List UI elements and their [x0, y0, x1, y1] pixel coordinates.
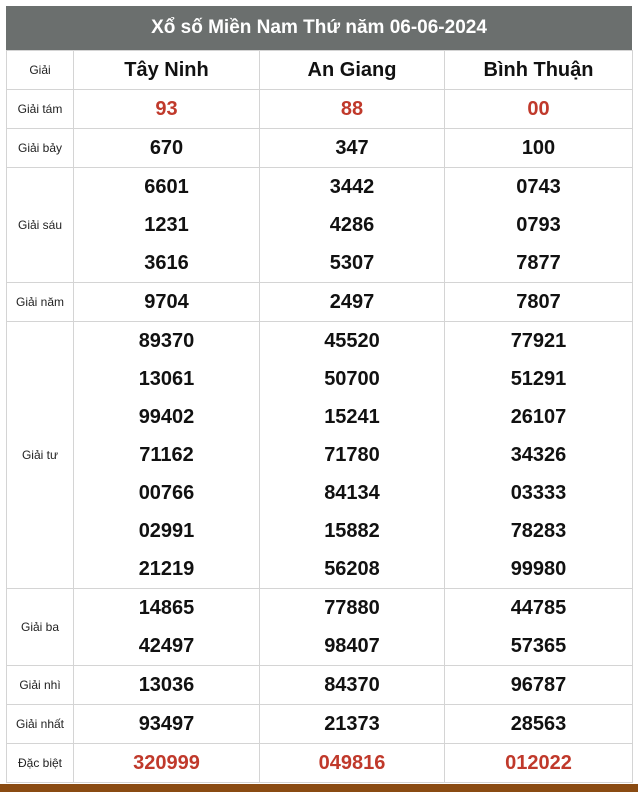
winning-number: 7807 [516, 291, 561, 313]
prize-row [7, 705, 633, 744]
prize-cell [445, 322, 633, 589]
prize-cell [74, 90, 260, 129]
winning-number: 347 [335, 137, 369, 159]
winning-number: 9704 [144, 291, 189, 313]
prize-label: Giải sáu [7, 168, 74, 283]
winning-number: 670 [149, 137, 184, 159]
prize-cell [260, 744, 445, 783]
winning-number: 77921 [510, 330, 567, 352]
prize-cell [74, 283, 260, 322]
prize-cell [74, 589, 260, 666]
winning-number: 34326 [510, 444, 567, 466]
winning-number: 14865 [138, 597, 195, 619]
winning-number: 99402 [138, 406, 195, 428]
prize-cell [445, 705, 633, 744]
winning-number: 26107 [510, 406, 567, 428]
winning-number: 4286 [329, 214, 375, 236]
prize-cell [445, 168, 633, 283]
winning-number: 00 [527, 98, 550, 120]
prize-label: Giải bảy [7, 129, 74, 168]
prize-label: Giải nhất [7, 705, 74, 744]
prize-label: Giải nhì [7, 666, 74, 705]
prize-cell [74, 705, 260, 744]
prize-cell [445, 744, 633, 783]
winning-number: 0743 [516, 176, 561, 198]
winning-number: 96787 [510, 674, 567, 696]
winning-number: 57365 [510, 635, 567, 657]
winning-number: 44785 [510, 597, 567, 619]
winning-number: 21219 [138, 558, 195, 580]
province-binh-thuan[interactable]: Bình Thuận [445, 51, 633, 90]
winning-number: 6601 [144, 176, 189, 198]
winning-number: 93 [155, 98, 178, 120]
prize-cell [445, 90, 633, 129]
winning-number: 049816 [318, 752, 386, 774]
winning-number: 3616 [144, 252, 189, 274]
prize-cell [445, 129, 633, 168]
winning-number: 45520 [324, 330, 380, 352]
winning-number: 88 [340, 98, 364, 120]
prize-row [7, 129, 633, 168]
winning-number: 93497 [138, 713, 195, 735]
results-title: Xổ số Miền Nam Thứ năm 06-06-2024 [6, 6, 632, 50]
prize-cell [74, 129, 260, 168]
prize-cell [445, 589, 633, 666]
winning-number: 3442 [329, 176, 375, 198]
winning-number: 71162 [139, 444, 194, 466]
prize-cell [260, 283, 445, 322]
winning-number: 320999 [133, 752, 200, 774]
results-table [6, 50, 633, 783]
prize-cell [260, 666, 445, 705]
winning-number: 21373 [324, 713, 380, 735]
winning-number: 02991 [138, 520, 195, 542]
prize-row [7, 589, 633, 666]
province-an-giang[interactable]: An Giang [260, 51, 445, 90]
footer-bar [0, 784, 638, 792]
prize-label: Giải ba [7, 589, 74, 666]
winning-number: 50700 [324, 368, 380, 390]
prize-row [7, 90, 633, 129]
prize-label: Giải năm [7, 283, 74, 322]
prize-label: Giải tám [7, 90, 74, 129]
prize-cell [74, 744, 260, 783]
prize-cell [260, 589, 445, 666]
prize-cell [445, 283, 633, 322]
prize-row [7, 322, 633, 589]
prize-row [7, 283, 633, 322]
prize-cell [260, 90, 445, 129]
winning-number: 51291 [510, 368, 567, 390]
winning-number: 0793 [516, 214, 561, 236]
winning-number: 98407 [324, 635, 380, 657]
winning-number: 77880 [324, 597, 380, 619]
prize-row [7, 168, 633, 283]
header-prize-label: Giải [7, 51, 74, 90]
prize-cell [260, 322, 445, 589]
prize-row [7, 666, 633, 705]
prize-cell [74, 168, 260, 283]
winning-number: 100 [521, 137, 556, 159]
winning-number: 84370 [324, 674, 380, 696]
prize-cell [74, 666, 260, 705]
prize-cell [74, 322, 260, 589]
winning-number: 84134 [324, 482, 380, 504]
prize-cell [260, 129, 445, 168]
prize-label: Đặc biệt [7, 744, 74, 783]
winning-number: 89370 [138, 330, 195, 352]
winning-number: 012022 [505, 752, 572, 774]
winning-number: 00766 [138, 482, 195, 504]
winning-number: 13061 [138, 368, 195, 390]
prize-label: Giải tư [7, 322, 74, 589]
table-header-row [7, 51, 633, 90]
prize-cell [260, 705, 445, 744]
winning-number: 7877 [516, 252, 561, 274]
winning-number: 1231 [144, 214, 189, 236]
winning-number: 71780 [324, 444, 380, 466]
results-table-body [7, 51, 633, 783]
winning-number: 42497 [138, 635, 195, 657]
winning-number: 03333 [510, 482, 567, 504]
winning-number: 28563 [510, 713, 567, 735]
winning-number: 99980 [510, 558, 567, 580]
winning-number: 2497 [329, 291, 375, 313]
winning-number: 13036 [138, 674, 195, 696]
winning-number: 15241 [324, 406, 380, 428]
prize-row [7, 744, 633, 783]
winning-number: 56208 [324, 558, 380, 580]
province-tay-ninh[interactable]: Tây Ninh [74, 51, 260, 90]
winning-number: 15882 [324, 520, 380, 542]
prize-cell [445, 666, 633, 705]
prize-cell [260, 168, 445, 283]
winning-number: 5307 [329, 252, 375, 274]
winning-number: 78283 [510, 520, 567, 542]
